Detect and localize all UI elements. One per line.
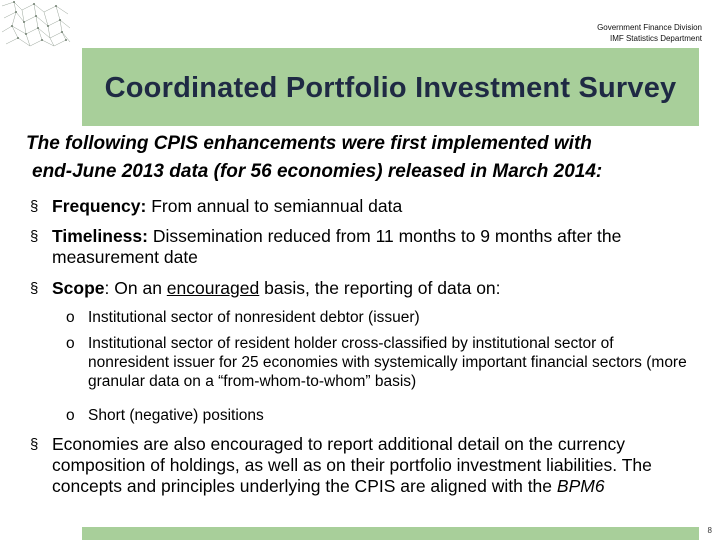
sub-bullet-marker: o — [66, 309, 75, 326]
bullet-label-timeliness: Timeliness: — [52, 226, 148, 246]
intro-line-2: end-June 2013 data (for 56 economies) released in March 2014: — [32, 161, 603, 182]
sub-item-text: Short (negative) positions — [88, 407, 264, 424]
bullet-marker: § — [30, 228, 39, 245]
bullet-scope — [30, 278, 695, 299]
sub-item-debtor-sector — [66, 308, 696, 327]
bullet-label-scope: Scope — [52, 278, 105, 298]
header-line-division: Government Finance Division — [597, 23, 702, 32]
bullet-economies — [30, 434, 695, 497]
bullet-marker: § — [30, 198, 39, 215]
bullet-label-frequency: Frequency: — [52, 196, 147, 216]
bullet-frequency — [30, 196, 695, 217]
bullet-text-bpm6: BPM6 — [556, 476, 605, 496]
bullet-text-economies: Economies are also encouraged to report additional detail on the currency composition of holdings, as well as on their portfolio investment liabilities. The concepts and principles underlying the CPIS are aligned with the — [52, 434, 652, 496]
intro-line-1: The following CPIS enhancements were first implemented with — [26, 133, 592, 154]
page-title: Coordinated Portfolio Investment Survey — [104, 72, 677, 104]
sub-item-holder-sector — [66, 334, 696, 391]
bullet-marker: § — [30, 280, 39, 297]
sub-item-text: Institutional sector of resident holder cross-classified by institutional sector of nonresident issuer for 25 economies with systemically important financial sectors (more granular data on a “from-whom-to-whom” basis) — [88, 335, 687, 390]
bullet-text-scope-pre: : On an — [104, 278, 167, 298]
intro-paragraph — [26, 130, 696, 186]
sub-item-text: Institutional sector of nonresident debtor (issuer) — [88, 309, 420, 326]
bullet-text-frequency: From annual to semiannual data — [146, 196, 403, 216]
header-line-department: IMF Statistics Department — [609, 34, 702, 43]
header-attribution — [597, 22, 702, 44]
bullet-text-timeliness: Dissemination reduced from 11 months to 9 months after the measurement date — [52, 226, 622, 267]
title-band — [82, 48, 699, 126]
sub-item-short-positions — [66, 406, 696, 425]
sub-bullet-marker: o — [66, 335, 75, 352]
imf-network-logo — [0, 0, 72, 48]
bullet-marker: § — [30, 436, 39, 453]
page-number: 8 — [707, 526, 712, 535]
sub-bullet-marker: o — [66, 407, 75, 424]
bullet-timeliness — [30, 226, 695, 268]
footer-band — [82, 527, 699, 540]
bullet-text-scope-post: basis, the reporting of data on: — [259, 278, 501, 298]
bullet-text-scope-underlined: encouraged — [166, 278, 260, 298]
